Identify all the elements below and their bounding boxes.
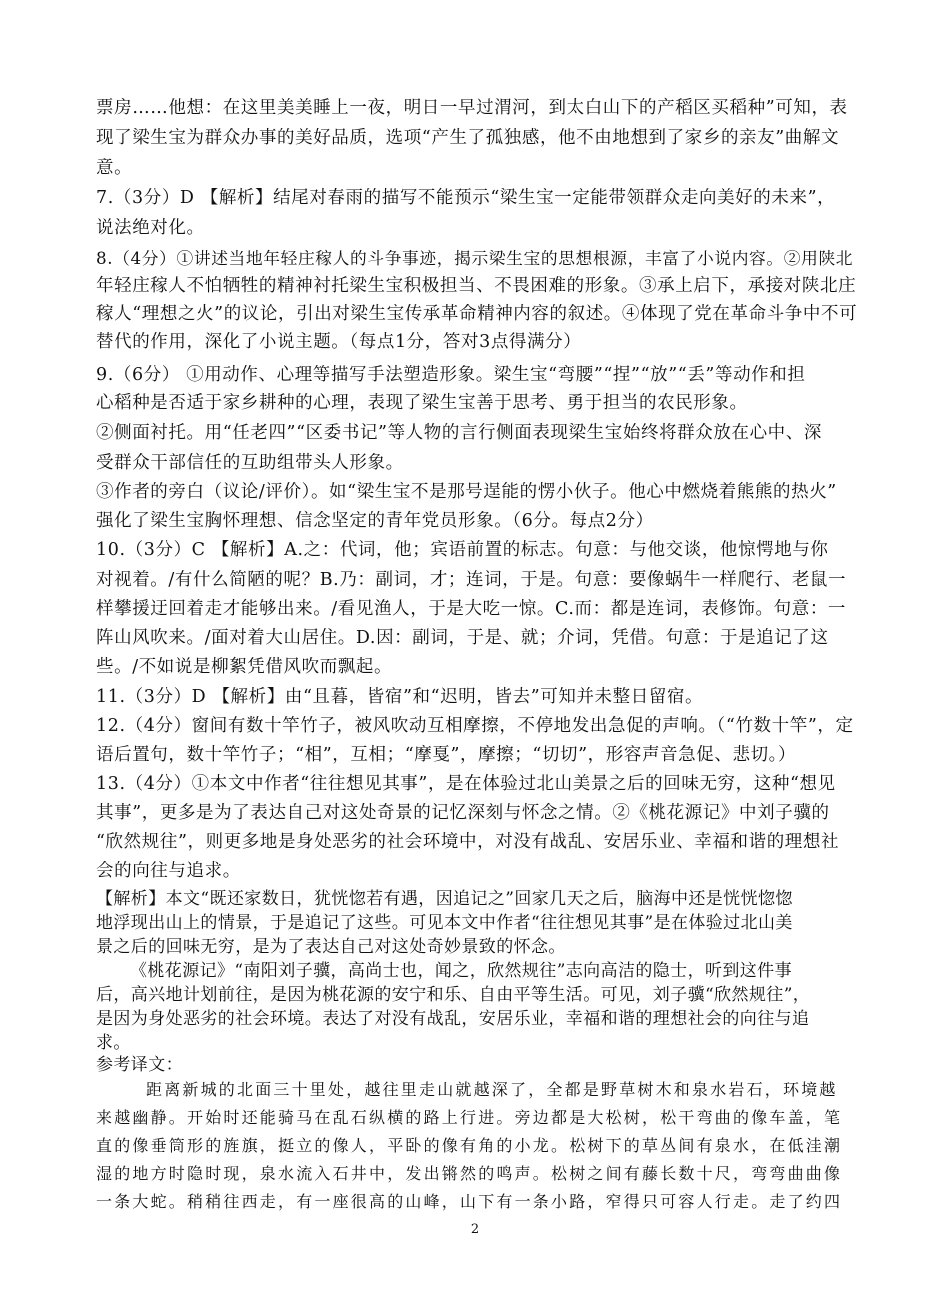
translation-line: 湿的地方时隐时现，泉水流入石井中，发出锵然的鸣声。松树之间有藤长数十尺，弯弯曲曲像 [96,1164,843,1183]
text-line: 是因为身处恶劣的社会环境。表达了对没有战乱，安居乐业，幸福和谐的理想社会的向往与追 [96,1009,810,1029]
analysis-heading-line: 【解析】本文“既还家数日，犹恍惚若有遇，因追记之”回家几天之后，脑海中还是恍恍惚惚 [96,889,793,909]
answer-13: 13.（4分）①本文中作者“往往想见其事”，是在体验过北山美景之后的回味无穷，这种“想见 [96,774,836,794]
text-line: ③作者的旁白（议论/评价）。如“梁生宝不是那号逞能的愣小伙子。他心中燃烧着熊熊的热火” [96,482,837,502]
translation-line: 一条大蛇。稍稍往西走，有一座很高的山峰，山下有一条小路，窄得只可容人行走。走了约四 [96,1192,843,1211]
text-line: 稼人“理想之火”的议论，引出对梁生宝传承革命精神内容的叙述。④体现了党在革命斗争中不可 [96,304,858,324]
text-line: 强化了梁生宝胸怀理想、信念坚定的青年党员形象。（6分。每点2分） [96,511,654,531]
text-line: ②侧面衬托。用“任老四”“区委书记”等人物的言行侧面表现梁生宝始终将群众放在心中、深 [96,423,822,443]
text-line: 现了梁生宝为群众办事的美好品质，选项“产生了孤独感，他不由地想到了家乡的亲友”曲解文 [96,128,840,148]
answer-12: 12.（4分）窗间有数十竿竹子，被风吹动互相摩擦，不停地发出急促的声响。（“竹数十竿”，定 [96,716,854,736]
text-line: “欣然规往”，则更多地是身处恶劣的社会环境中，对没有战乱、安居乐业、幸福和谐的理想社 [96,832,840,852]
translation-line: 直的像垂筒形的旌旗，挺立的像人，平卧的像有角的小龙。松树下的草丛间有泉水，在低洼潮 [96,1136,843,1155]
text-line: 后，高兴地计划前往，是因为桃花源的安宁和乐、自由平等生活。可见，刘子骥“欣然规往”， [96,985,811,1005]
answer-9: 9.（6分） ①用动作、心理等描写手法塑造形象。梁生宝“弯腰”“捏”“放”“丢”等动作和担 [96,365,806,385]
page-number: 2 [470,1222,480,1237]
answer-10: 10.（3分）C 【解析】A.之：代词，他；宾语前置的标志。句意：与他交谈，他惊愕地与你 [96,540,829,560]
text-line: 其事”，更多是为了表达自己对这处奇景的记忆深刻与怀念之情。②《桃花源记》中刘子骥的 [96,803,830,823]
text-line: 会的向往与追求。 [96,861,241,881]
text-line: 些。/不如说是柳絮凭借风吹而飘起。 [96,657,393,677]
text-line: 票房……他想：在这里美美睡上一夜，明日一早过渭河，到太白山下的产稻区买稻种”可知，表 [96,98,848,118]
text-line: 语后置句，数十竿竹子；“相”，互相；“摩戛”，摩擦；“切切”，形容声音急促、悲切。） [96,745,797,765]
text-line: 意。 [96,158,133,178]
text-line: 受群众干部信任的互助组带头人形象。 [96,453,404,473]
translation-line: 距离新城的北面三十里处，越往里走山就越深了，全都是野草树木和泉水岩石，环境越 [146,1080,838,1099]
text-line: 阵山风吹来。/面对着大山居住。D.因：副词，于是、就；介词，凭借。句意：于是追记了这 [96,628,829,648]
text-line: 替代的作用，深化了小说主题。（每点1分，答对3点得满分） [96,332,582,352]
translation-heading: 参考译文： [96,1055,183,1075]
text-line: 求。 [96,1033,131,1053]
answer-8: 8.（4分）①讲述当地年轻庄稼人的斗争事迹，揭示梁生宝的思想根源，丰富了小说内容。②用陕北 [96,248,854,268]
text-line: 地浮现出山上的情景，于是追记了这些。可见本文中作者“往往想见其事”是在体验过北山美 [96,913,793,933]
text-line: 景之后的回味无穷，是为了表达自己对这处奇妙景致的怀念。 [96,937,566,957]
text-line: 年轻庄稼人不怕牺牲的精神衬托梁生宝积极担当、不畏困难的形象。③承上启下，承接对陕北庄 [96,276,857,296]
answer-7: 7.（3分）D 【解析】结尾对春雨的描写不能预示“梁生宝一定能带领群众走向美好的未来”， [96,188,836,208]
answer-11: 11.（3分）D 【解析】由“且暮，皆宿”和“迟明，皆去”可知并未整日留宿。 [96,687,704,707]
text-line: 样攀援迂回着走才能够出来。/看见渔人，于是大吃一惊。C.而：都是连词，表修饰。句意：一 [96,599,847,619]
text-line: 说法绝对化。 [96,218,205,238]
translation-line: 来越幽静。开始时还能骑马在乱石纵横的路上行进。旁边都是大松树，松干弯曲的像车盖，笔 [96,1108,843,1127]
text-line: 心稻种是否适于家乡耕种的心理，表现了梁生宝善于思考、勇于担当的农民形象。 [96,393,748,413]
text-line: 对视着。/有什么简陋的呢？B.乃：副词，才；连词，于是。句意：要像蜗牛一样爬行、老鼠一 [96,570,847,590]
text-line: 《桃花源记》“南阳刘子骥，高尚士也，闻之，欣然规往”志向高洁的隐士，听到这件事 [130,961,792,981]
